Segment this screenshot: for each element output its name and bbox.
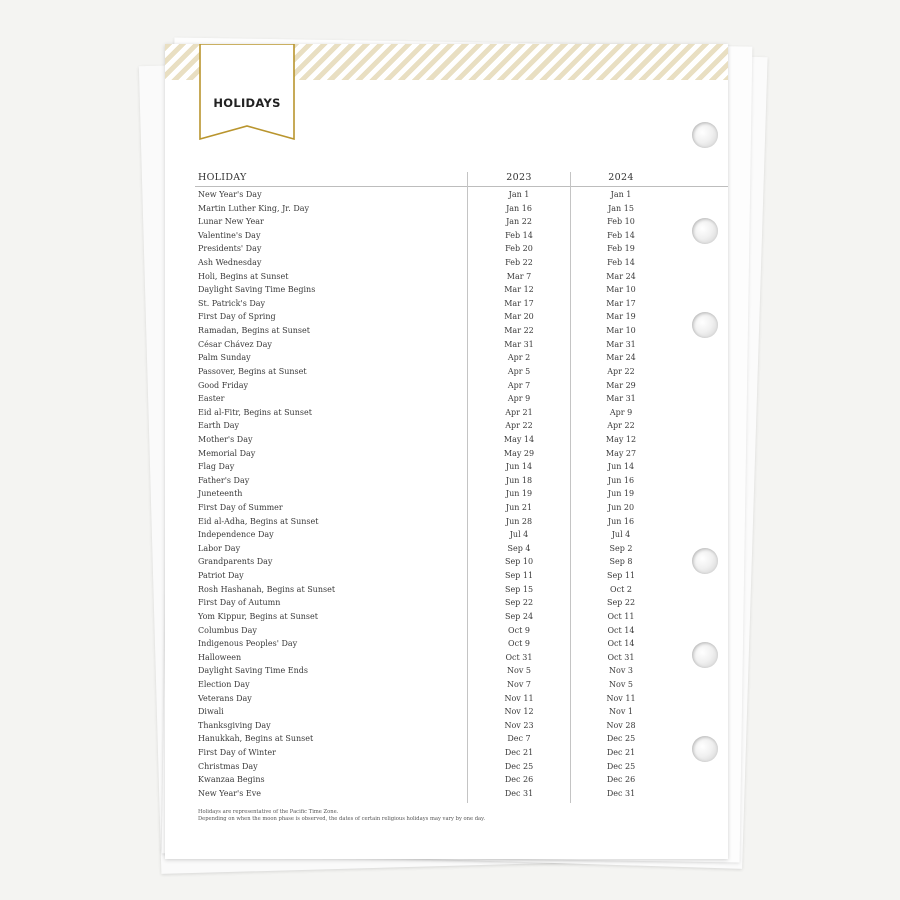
table-row xyxy=(195,271,728,285)
date-2023: Oct 31 xyxy=(505,652,533,662)
date-2023: Feb 14 xyxy=(505,230,533,240)
table-row xyxy=(195,611,728,625)
table-header xyxy=(195,172,728,186)
date-2024: Mar 17 xyxy=(606,298,636,308)
date-2023: Jun 18 xyxy=(505,475,533,485)
date-2023: Sep 22 xyxy=(504,598,534,608)
date-2023: Apr 21 xyxy=(505,407,533,417)
holiday-name: Presidents' Day xyxy=(198,244,262,254)
holiday-name: Eid al-Adha, Begins at Sunset xyxy=(198,516,319,526)
date-2023: Apr 7 xyxy=(507,380,531,390)
table-row xyxy=(195,448,728,462)
table-row xyxy=(195,556,728,570)
date-2024: Mar 10 xyxy=(606,285,636,295)
holiday-name: Earth Day xyxy=(198,421,240,431)
date-2023: Jan 22 xyxy=(506,217,532,227)
holiday-name: Rosh Hashanah, Begins at Sunset xyxy=(198,584,336,594)
holiday-name: Indigenous Peoples' Day xyxy=(198,639,298,649)
table-row xyxy=(195,516,728,530)
date-2023: Sep 4 xyxy=(507,543,531,553)
holiday-name: First Day of Summer xyxy=(198,503,283,513)
table-row xyxy=(195,189,728,203)
date-2023: Mar 12 xyxy=(504,285,534,295)
footnotes xyxy=(198,809,485,823)
date-2024: Feb 19 xyxy=(607,244,635,254)
table-row xyxy=(195,720,728,734)
table-row xyxy=(195,597,728,611)
date-2023: Mar 22 xyxy=(504,326,534,336)
page-title: HOLIDAYS xyxy=(213,96,281,110)
holiday-table xyxy=(195,172,728,798)
holiday-name: Daylight Saving Time Ends xyxy=(198,666,308,676)
date-2023: Jun 19 xyxy=(505,489,533,499)
holiday-name: Flag Day xyxy=(198,462,235,472)
date-2024: Oct 14 xyxy=(607,639,635,649)
holiday-name: Juneteenth xyxy=(198,489,243,499)
date-2023: Dec 31 xyxy=(504,788,534,798)
table-row xyxy=(195,625,728,639)
date-2023: Mar 20 xyxy=(504,312,534,322)
date-2024: Feb 14 xyxy=(607,230,635,240)
header-divider xyxy=(195,186,728,187)
date-2023: Jan 1 xyxy=(508,190,530,199)
date-2023: Sep 15 xyxy=(504,584,534,594)
table-row xyxy=(195,706,728,720)
date-2023: Oct 9 xyxy=(508,625,530,635)
date-2024: Jun 16 xyxy=(607,516,635,526)
title-banner xyxy=(199,44,295,140)
date-2023: Jan 16 xyxy=(506,203,532,213)
holiday-name: First Day of Autumn xyxy=(198,598,281,608)
date-2023: Jun 14 xyxy=(505,462,533,472)
holiday-name: St. Patrick's Day xyxy=(198,298,266,308)
banner-ribbon-icon xyxy=(199,44,295,140)
holiday-name: Columbus Day xyxy=(198,625,257,635)
date-2024: Oct 2 xyxy=(610,584,632,594)
holiday-name: Martin Luther King, Jr. Day xyxy=(198,203,310,213)
date-2023: Mar 31 xyxy=(504,339,534,349)
date-2024: Sep 8 xyxy=(609,557,633,567)
date-2024: Mar 24 xyxy=(606,353,636,363)
table-row xyxy=(195,407,728,421)
table-row xyxy=(195,339,728,353)
table-row xyxy=(195,380,728,394)
table-row xyxy=(195,298,728,312)
table-row xyxy=(195,529,728,543)
holiday-name: Grandparents Day xyxy=(198,557,273,567)
holiday-name: Good Friday xyxy=(198,380,249,390)
holiday-name: Kwanzaa Begins xyxy=(198,775,265,785)
date-2024: Nov 28 xyxy=(606,720,636,730)
holiday-name: Mother's Day xyxy=(198,434,253,444)
table-row xyxy=(195,774,728,788)
date-2024: Mar 31 xyxy=(606,394,636,404)
date-2024: Jul 4 xyxy=(611,530,631,540)
holiday-name: Diwali xyxy=(198,707,224,717)
date-2023: Apr 5 xyxy=(507,366,531,376)
column-header-2023: 2023 xyxy=(506,172,532,183)
table-row xyxy=(195,652,728,666)
holiday-name: Memorial Day xyxy=(198,448,256,458)
holiday-name: Easter xyxy=(198,394,225,404)
date-2023: Mar 17 xyxy=(504,298,534,308)
date-2023: Jul 4 xyxy=(509,530,529,540)
holiday-name: Election Day xyxy=(198,679,250,689)
date-2023: Sep 11 xyxy=(504,571,534,581)
date-2024: Nov 3 xyxy=(609,666,633,676)
table-row xyxy=(195,203,728,217)
date-2024: Mar 31 xyxy=(606,339,636,349)
date-2023: Nov 12 xyxy=(504,707,534,717)
planner-page xyxy=(165,44,728,859)
date-2023: Jun 21 xyxy=(505,503,533,513)
table-row xyxy=(195,502,728,516)
date-2024: Sep 2 xyxy=(609,543,633,553)
date-2023: Apr 2 xyxy=(507,353,531,363)
holiday-name: Thanksgiving Day xyxy=(198,720,271,730)
date-2024: Jun 20 xyxy=(607,503,635,513)
holiday-name: Valentine's Day xyxy=(198,230,261,240)
date-2023: Jun 28 xyxy=(505,516,533,526)
date-2024: Nov 11 xyxy=(606,693,636,703)
footnote: Holidays are representative of the Pacific Time Zone. xyxy=(198,809,339,815)
table-row xyxy=(195,665,728,679)
table-row xyxy=(195,284,728,298)
date-2024: Sep 11 xyxy=(606,571,636,581)
holiday-name: First Day of Winter xyxy=(198,747,276,757)
date-2024: Nov 5 xyxy=(609,679,633,689)
binder-hole xyxy=(692,122,718,148)
holiday-name: Passover, Begins at Sunset xyxy=(198,366,307,376)
holiday-name: First Day of Spring xyxy=(198,312,276,322)
date-2024: May 27 xyxy=(605,448,637,458)
holiday-name: New Year's Day xyxy=(198,190,262,199)
date-2023: Sep 24 xyxy=(504,611,534,621)
date-2024: Dec 25 xyxy=(606,761,636,771)
holiday-name: César Chávez Day xyxy=(198,339,272,349)
date-2024: Feb 14 xyxy=(607,258,635,268)
date-2023: Apr 22 xyxy=(505,421,533,431)
table-row xyxy=(195,747,728,761)
table-row xyxy=(195,693,728,707)
date-2024: Oct 11 xyxy=(607,611,635,621)
table-row xyxy=(195,679,728,693)
date-2024: Dec 25 xyxy=(606,734,636,744)
table-row xyxy=(195,352,728,366)
table-row xyxy=(195,543,728,557)
holiday-name: Daylight Saving Time Begins xyxy=(198,285,316,295)
date-2024: Mar 10 xyxy=(606,326,636,336)
date-2023: Mar 7 xyxy=(506,271,532,281)
table-body xyxy=(195,189,728,801)
holiday-name: Father's Day xyxy=(198,475,250,485)
date-2023: Feb 22 xyxy=(505,258,533,268)
date-2024: Apr 9 xyxy=(609,407,633,417)
holiday-name: New Year's Eve xyxy=(198,788,261,798)
date-2024: Jan 1 xyxy=(610,190,632,199)
date-2023: Sep 10 xyxy=(504,557,534,567)
date-2023: Apr 9 xyxy=(507,394,531,404)
date-2023: Nov 11 xyxy=(504,693,534,703)
holiday-name: Ramadan, Begins at Sunset xyxy=(198,326,310,336)
holiday-name: Yom Kippur, Begins at Sunset xyxy=(198,611,318,621)
date-2024: Apr 22 xyxy=(607,421,635,431)
date-2023: Oct 9 xyxy=(508,639,530,649)
holiday-name: Ash Wednesday xyxy=(198,258,262,268)
date-2023: May 29 xyxy=(503,448,535,458)
table-row xyxy=(195,584,728,598)
date-2023: Feb 20 xyxy=(505,244,533,254)
table-row xyxy=(195,733,728,747)
table-row xyxy=(195,393,728,407)
table-row xyxy=(195,230,728,244)
holiday-name: Labor Day xyxy=(198,543,241,553)
date-2024: Dec 31 xyxy=(606,788,636,798)
holiday-name: Veterans Day xyxy=(198,693,252,703)
date-2024: Oct 14 xyxy=(607,625,635,635)
column-header-holiday: HOLIDAY xyxy=(198,172,247,183)
table-row xyxy=(195,311,728,325)
date-2024: Mar 29 xyxy=(606,380,636,390)
date-2023: Nov 23 xyxy=(504,720,534,730)
table-row xyxy=(195,461,728,475)
holiday-name: Independence Day xyxy=(198,530,274,540)
column-header-2024: 2024 xyxy=(608,172,634,183)
date-2023: Dec 7 xyxy=(507,734,531,744)
date-2024: Jun 16 xyxy=(607,475,635,485)
date-2024: Dec 26 xyxy=(606,775,636,785)
holiday-name: Palm Sunday xyxy=(198,353,251,363)
holiday-name: Eid al-Fitr, Begins at Sunset xyxy=(198,407,312,417)
table-row xyxy=(195,366,728,380)
date-2023: Dec 25 xyxy=(504,761,534,771)
date-2023: Nov 5 xyxy=(507,666,531,676)
date-2023: Nov 7 xyxy=(507,679,531,689)
date-2024: Mar 24 xyxy=(606,271,636,281)
date-2024: Jan 15 xyxy=(608,203,634,213)
date-2024: Sep 22 xyxy=(606,598,636,608)
table-row xyxy=(195,216,728,230)
holiday-name: Hanukkah, Begins at Sunset xyxy=(198,734,314,744)
date-2024: Apr 22 xyxy=(607,366,635,376)
holiday-name: Halloween xyxy=(198,652,242,662)
date-2024: Jun 19 xyxy=(607,489,635,499)
table-row xyxy=(195,243,728,257)
date-2023: May 14 xyxy=(503,434,535,444)
date-2023: Dec 26 xyxy=(504,775,534,785)
table-row xyxy=(195,488,728,502)
footnote: Depending on when the moon phase is observed, the dates of certain religious holidays may vary by one day. xyxy=(198,816,486,822)
table-row xyxy=(195,638,728,652)
table-row xyxy=(195,325,728,339)
table-row xyxy=(195,434,728,448)
date-2024: Mar 19 xyxy=(606,312,636,322)
date-2024: Feb 10 xyxy=(607,217,635,227)
table-row xyxy=(195,788,728,802)
table-row xyxy=(195,257,728,271)
table-row xyxy=(195,570,728,584)
holiday-name: Holi, Begins at Sunset xyxy=(198,271,289,281)
date-2024: Oct 31 xyxy=(607,652,635,662)
date-2024: May 12 xyxy=(605,434,637,444)
holiday-name: Christmas Day xyxy=(198,761,258,771)
date-2024: Dec 21 xyxy=(606,747,636,757)
date-2024: Nov 1 xyxy=(609,707,633,717)
table-row xyxy=(195,761,728,775)
holiday-name: Patriot Day xyxy=(198,571,244,581)
date-2024: Jun 14 xyxy=(607,462,635,472)
table-row xyxy=(195,420,728,434)
table-row xyxy=(195,475,728,489)
date-2023: Dec 21 xyxy=(504,747,534,757)
holiday-name: Lunar New Year xyxy=(198,217,264,227)
